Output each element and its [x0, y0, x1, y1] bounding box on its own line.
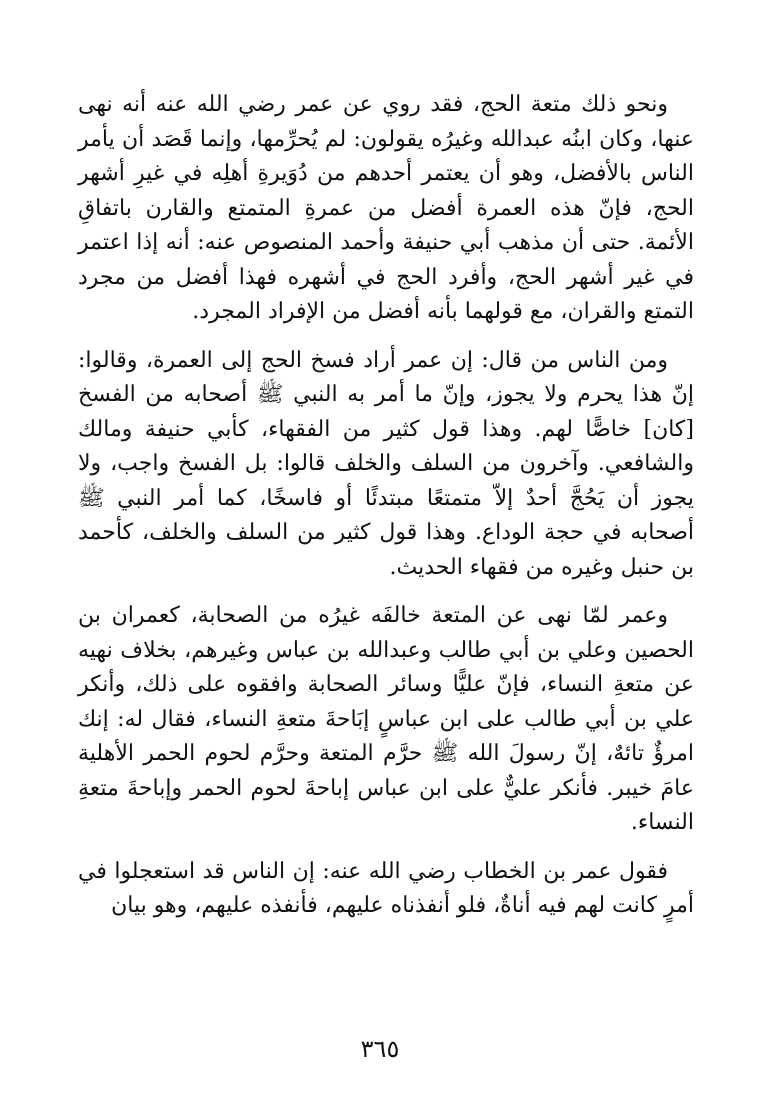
- paragraph-2: ومن الناس من قال: إن عمر أراد فسخ الحج إلى العمرة، وقالوا: إنّ هذا يحرم ولا يجوز، وإنّ ما أمر به النبي ﷺ أصحابه من الفسخ [كان] خاصًّا لهم. وهذا قول كثير من الفقهاء، كأبي حنيفة ومالك والشافعي. وآخرون من السلف والخلف قالوا: بل الفسخ واجب، ولا يجوز أن يَحُجَّ أحدٌ إلاّ متمتعًا مبتدئًا أو فاسخًا، كما أمر النبي ﷺ أصحابه في حجة الوداع. وهذا قول كثير من السلف والخلف، كأحمد بن حنبل وغيره من فقهاء الحديث.: [78, 347, 694, 580]
- paragraph-4: فقول عمر بن الخطاب رضي الله عنه: إن الناس قد استعجلوا في أمرٍ كانت لهم فيه أناةٌ، فلو أنفذناه عليهم، فأنفذه عليهم، وهو بيان: [78, 858, 694, 918]
- page-number: ٣٦٥: [360, 1035, 400, 1063]
- paragraph-1: ونحو ذلك متعة الحج، فقد روي عن عمر رضي الله عنه أنه نهى عنها، وكان ابنُه عبدالله وغيرُه يقولون: لم يُحرِّمها، وإنما قَصَد أن يأمر الناس بالأفضل، وهو أن يعتمر أحدهم من دُوَيرةِ أهلِه في غيرِ أشهر الحج، فإنّ هذه العمرة أفضل من عمرةِ المتمتع والقارن باتفاقِ الأئمة. حتى أن مذهب أبي حنيفة وأحمد المنصوص عنه: أنه إذا اعتمر في غير أشهر الحج، وأفرد الحج في أشهره فهذا أفضل من مجرد التمتع والقران، مع قولهما بأنه أفضل من الإفراد المجرد.: [78, 92, 694, 324]
- paragraph-3: وعمر لمّا نهى عن المتعة خالفَه غيرُه من الصحابة، كعمران بن الحصين وعلي بن أبي طالب وعبدالله بن عباس وغيرهم، بخلاف نهيه عن متعةِ النساء، فإنّ عليًّا وسائر الصحابة وافقوه على ذلك، وأنكر علي بن أبي طالب على ابن عباسٍ إبَاحةَ متعةِ النساء، فقال له: إنك امرؤٌ تائهٌ، إنّ رسولَ الله ﷺ حرَّم المتعة وحرَّم لحوم الحمر الأهلية عامَ خيبر. فأنكر عليٌّ على ابن عباس إباحةَ لحوم الحمر وإباحةَ متعةِ النساء.: [78, 603, 694, 835]
- body-text: [78, 88, 694, 924]
